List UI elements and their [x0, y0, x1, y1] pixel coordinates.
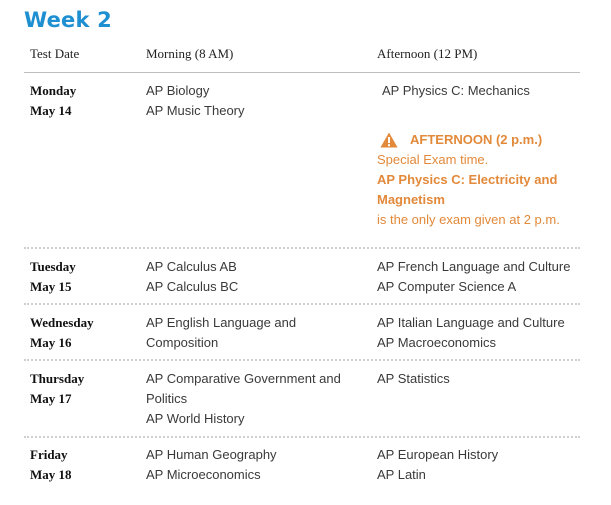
exam-item: AP Microeconomics [146, 467, 261, 482]
exam-item: AP French Language and Culture [377, 259, 571, 274]
day-label: Tuesday [30, 259, 76, 274]
exam-item: AP Music Theory [146, 103, 245, 118]
header-morning: Morning (8 AM) [146, 46, 234, 61]
row-divider [24, 247, 580, 249]
day-label: Monday [30, 83, 77, 98]
row-thursday-morning [146, 369, 341, 429]
row-friday-afternoon [377, 445, 498, 485]
exam-item: AP Calculus AB [146, 259, 237, 274]
row-wednesday-date [30, 313, 94, 353]
row-monday-morning [146, 81, 245, 121]
exam-item: AP Human Geography [146, 447, 277, 462]
exam-item: AP Comparative Government and [146, 371, 341, 386]
exam-item: AP Calculus BC [146, 279, 239, 294]
header-test-date: Test Date [30, 46, 80, 61]
day-label: Thursday [30, 371, 85, 386]
notice-exam-name: AP Physics C: Electricity and [377, 172, 558, 187]
exam-item: AP Latin [377, 467, 426, 482]
row-friday-morning [146, 445, 277, 485]
header-afternoon: Afternoon (12 PM) [377, 46, 478, 61]
row-divider [24, 303, 580, 305]
day-label: Wednesday [30, 315, 94, 330]
date-label: May 18 [30, 467, 72, 482]
row-wednesday-afternoon [377, 313, 565, 353]
exam-item: AP Macroeconomics [377, 335, 496, 350]
notice-heading [377, 130, 577, 150]
row-thursday-date [30, 369, 84, 409]
notice-line: Special Exam time. [377, 152, 489, 167]
date-label: May 16 [30, 335, 72, 350]
notice-line: is the only exam given at 2 p.m. [377, 212, 560, 227]
exam-item: AP Statistics [377, 371, 450, 386]
header-divider [24, 72, 580, 73]
row-friday-date [30, 445, 72, 485]
notice-exam-name-cont: Magnetism [377, 192, 445, 207]
date-label: May 17 [30, 391, 72, 406]
exam-item: AP English Language and [146, 315, 297, 330]
warning-icon [380, 132, 398, 148]
day-label: Friday [30, 447, 68, 462]
row-wednesday-morning [146, 313, 296, 353]
row-divider [24, 436, 580, 438]
exam-item: Politics [146, 391, 188, 406]
exam-item: AP Italian Language and Culture [377, 315, 565, 330]
date-label: May 15 [30, 279, 72, 294]
row-thursday-afternoon [377, 369, 450, 389]
exam-item: AP Computer Science A [377, 279, 517, 294]
row-divider [24, 359, 580, 361]
date-label: May 14 [30, 103, 72, 118]
row-tuesday-morning [146, 257, 238, 297]
special-time-notice [377, 130, 577, 230]
exam-item: AP European History [377, 447, 499, 462]
row-monday-date [30, 81, 76, 121]
row-monday-afternoon [382, 81, 530, 101]
notice-heading-text: AFTERNOON (2 p.m.) [410, 132, 543, 147]
page-title: Week 2 [24, 8, 112, 32]
row-tuesday-date [30, 257, 76, 297]
exam-item: AP Biology [146, 83, 210, 98]
row-tuesday-afternoon [377, 257, 570, 297]
exam-item: Composition [146, 335, 219, 350]
exam-item: AP World History [146, 411, 245, 426]
exam-item: AP Physics C: Mechanics [382, 83, 530, 98]
